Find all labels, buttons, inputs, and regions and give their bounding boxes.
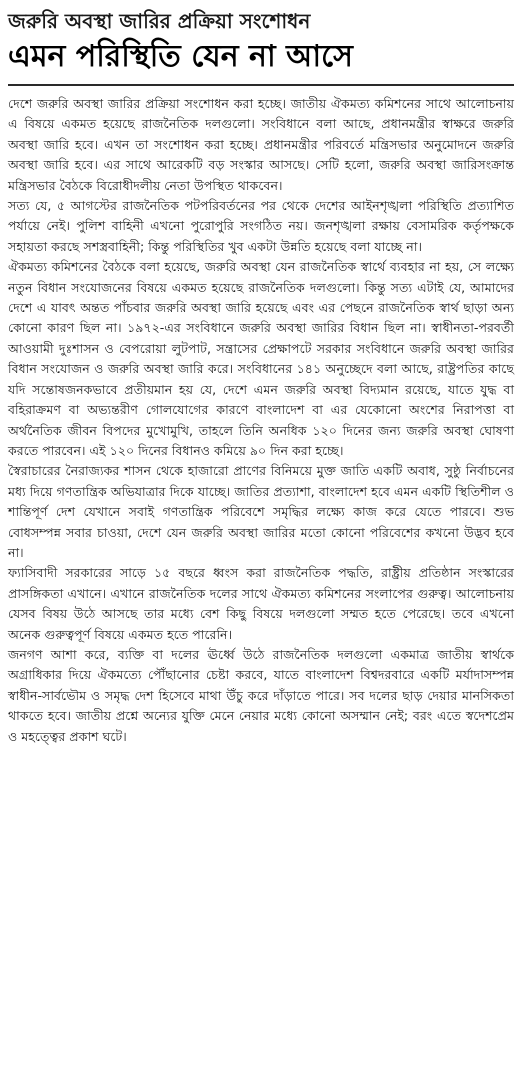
headline-divider — [8, 84, 514, 86]
paragraph-2: সত্য যে, ৫ আগস্টের রাজনৈতিক পটপরিবর্তনের পর থেকে দেশের আইনশৃঙ্খলা পরিস্থিতি প্রত্যাশিত পর্যায়ে নেই। পুলিশ বাহিনী এখনো পুরোপুরি সংগঠিত নয়। জনশৃঙ্খলা রক্ষায় বেসামরিক কর্তৃপক্ষকে সহায়তা করছে সশস্ত্রবাহিনী; কিন্তু পরিস্থিতির খুব একটা উন্নতি হয়েছে বলা যাচ্ছে না। — [8, 198, 514, 254]
article-body — [8, 94, 514, 747]
paragraph-3: ঐকমত্য কমিশনের বৈঠকে বলা হয়েছে, জরুরি অবস্থা যেন রাজনৈতিক স্বার্থে ব্যবহার না হয়, সে লক্ষ্যে নতুন বিধান সংযোজনের বিষয়ে একমত হয়েছে রাজনৈতিক দলগুলো। কিন্তু সত্য এটাই যে, আমাদের দেশে এ যাবৎ অন্তত পাঁচবার জরুরি অবস্থা জারি হয়েছে এবং এর পেছনে রাজনৈতিক স্বার্থ ছাড়া অন্য কোনো কারণ ছিল না। ১৯৭২-এর সংবিধানে জরুরি অবস্থা জারির বিধান ছিল না। স্বাধীনতা-পরবর্তী আওয়ামী দুঃশাসন ও বেপরোয়া লুটপাট, সন্ত্রাসের প্রেক্ষাপটে সরকার সংবিধানে জরুরি অবস্থা জারির বিধান সংযোজন ও জরুরি অবস্থা জারি করে। সংবিধানের ১৪১ অনুচ্ছেদে বলা আছে, রাষ্ট্রপতির কাছে যদি সন্তোষজনকভাবে প্রতীয়মান হয় যে, দেশে এমন জরুরি অবস্থা বিদ্যমান রয়েছে, যাতে যুদ্ধ বা বহিরাক্রমণ বা অভ্যন্তরীণ গোলযোগের কারণে বাংলাদেশ বা এর যেকোনো অংশের নিরাপত্তা বা অর্থনৈতিক জীবন বিপদের মুখোমুখি, তাহলে তিনি অনধিক ১২০ দিনের জন্য জরুরি অবস্থা ঘোষণা করতে পারবেন। এই ১২০ দিনের বিধানও কমিয়ে ৯০ দিন করা হচ্ছে। — [8, 259, 514, 458]
paragraph-6: জনগণ আশা করে, ব্যক্তি বা দলের ঊর্ধ্বে উঠে রাজনৈতিক দলগুলো একমাত্র জাতীয় স্বার্থকে অগ্রাধিকার দিয়ে ঐকমত্যে পৌঁছানোর চেষ্টা করবে, যাতে বাংলাদেশ বিশ্বদরবারে একটি মর্যাদাসম্পন্ন স্বাধীন-সার্বভৌম ও সমৃদ্ধ দেশ হিসেবে মাথা উঁচু করে দাঁড়াতে পারে। সব দলের ছাড় দেয়ার মানসিকতা থাকতে হবে। জাতীয় প্রশ্নে অন্যের যুক্তি মেনে নেয়ার মধ্যে কোনো অসম্মান নেই; বরং এতে স্বদেশপ্রেম ও মহত্ত্বের প্রকাশ ঘটে। — [8, 646, 514, 744]
paragraph-4: স্বৈরাচারের নৈরাজ্যকর শাসন থেকে হাজারো প্রাণের বিনিময়ে মুক্ত জাতি একটি অবাধ, সুষ্ঠু নির্বাচনের মধ্য দিয়ে গণতান্ত্রিক অভিযাত্রার দিকে যাচ্ছে। জাতির প্রত্যাশা, বাংলাদেশ হবে এমন একটি স্থিতিশীল ও শান্তিপূর্ণ দেশ যেখানে সবাই গণতান্ত্রিক পরিবেশে সমৃদ্ধির লক্ষ্যে কাজ করে যেতে পারবে। শুভ বোধসম্পন্ন সবার চাওয়া, দেশে যেন জরুরি অবস্থা জারির মতো কোনো পরিবেশের কখনো উদ্ভব হবে না। — [8, 463, 514, 560]
paragraph-5: ফ্যাসিবাদী সরকারের সাড়ে ১৫ বছরে ধ্বংস করা রাজনৈতিক পদ্ধতি, রাষ্ট্রীয় প্রতিষ্ঠান সংস্কারের প্রাসঙ্গিকতা এখানে। এখানে রাজনৈতিক দলের সাথে ঐকমত্য কমিশনের সংলাপের গুরুত্ব। আলোচনায় যেসব বিষয় উঠে আসছে তার মধ্যে বেশ কিছু বিষয়ে দলগুলো সম্মত হতে পেরেছে। তবে এখনো অনেক গুরুত্বপূর্ণ বিষয়ে একমত হতে পারেনি। — [8, 565, 514, 642]
kicker-title: জরুরি অবস্থা জারির প্রক্রিয়া সংশোধন — [8, 9, 311, 33]
paragraph-1: দেশে জরুরি অবস্থা জারির প্রক্রিয়া সংশোধন করা হচ্ছে। জাতীয় ঐকমত্য কমিশনের সাথে আলোচনায় এ বিষয়ে একমত হয়েছে রাজনৈতিক দলগুলো। সংবিধানে বলা আছে, প্রধানমন্ত্রীর স্বাক্ষরে জরুরি অবস্থা জারি হবে। এখন তা সংশোধন করা হচ্ছে। প্রধানমন্ত্রীর পরিবর্তে মন্ত্রিসভার অনুমোদনে জরুরি অবস্থা জারি হবে। এর সাথে আরেকটি বড় সংস্কার আসছে। সেটি হলো, জরুরি অবস্থা জারিসংক্রান্ত মন্ত্রিসভার বৈঠকে বিরোধীদলীয় নেতা উপস্থিত থাকবেন। — [8, 96, 514, 193]
headline: এমন পরিস্থিতি যেন না আসে — [8, 39, 353, 74]
